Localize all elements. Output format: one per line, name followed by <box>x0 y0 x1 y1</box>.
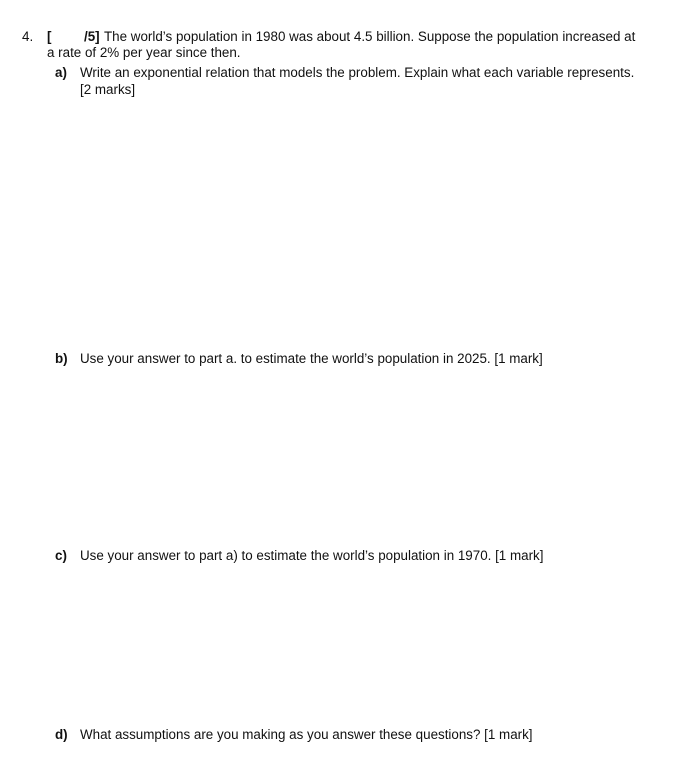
total-marks: /5] <box>84 29 100 44</box>
part-a-marks: [2 marks] <box>80 82 136 97</box>
question-text-line2: a rate of 2% per year since then. <box>47 45 241 60</box>
question-text-line1: The world’s population in 1980 was about 4.5 billion. Suppose the population increased at <box>104 29 636 44</box>
question-number: 4. <box>22 29 34 44</box>
part-b-text: Use your answer to part a. to estimate the world’s population in 2025. [1 mark] <box>80 351 543 366</box>
part-a-label: a) <box>55 65 67 80</box>
part-a-answer-space <box>40 104 660 344</box>
part-c-label: c) <box>55 548 67 563</box>
marks-bracket-open: [ <box>47 29 52 44</box>
part-c-answer-space <box>40 569 660 719</box>
part-b-answer-space <box>40 372 660 542</box>
part-b-label: b) <box>55 351 68 366</box>
part-c-text: Use your answer to part a) to estimate the world’s population in 1970. [1 mark] <box>80 548 544 563</box>
part-d-label: d) <box>55 727 68 742</box>
part-a-text: Write an exponential relation that models the problem. Explain what each variable represents. <box>80 65 635 80</box>
part-d-text: What assumptions are you making as you answer these questions? [1 mark] <box>80 727 533 742</box>
